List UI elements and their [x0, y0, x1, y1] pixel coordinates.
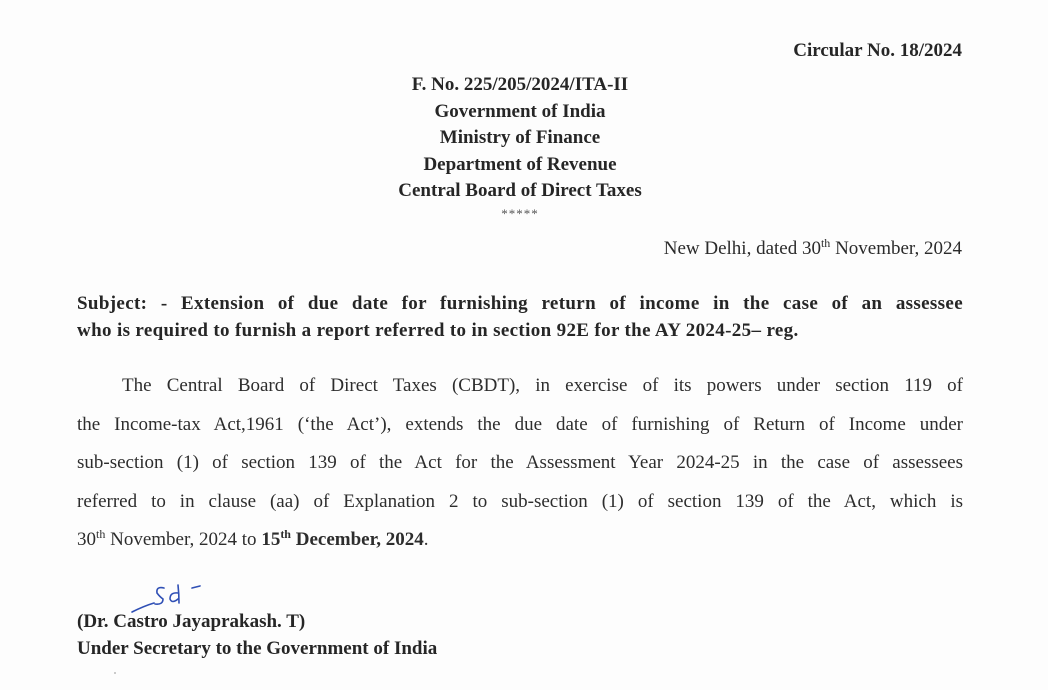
ministry-name: Ministry of Finance [439, 127, 601, 148]
board-name: Central Board of Direct Taxes [398, 180, 642, 201]
body-line-5: 30th November, 2024 to 15th December, 2024. [77, 527, 429, 550]
date-line: New Delhi, dated 30th November, 2024 [663, 236, 962, 259]
scan-speck [114, 672, 116, 674]
body-line-4: referred to in clause (aa) of Explanation 2 to sub-section (1) of section 139 of the Act, which is [77, 490, 963, 512]
signatory-designation: Under Secretary to the Government of India [77, 638, 438, 659]
extended-due-date: 15th December, 2024 [261, 527, 424, 550]
circular-number: Circular No. 18/2024 [793, 40, 962, 61]
body-paragraph [77, 367, 963, 560]
department-name: Department of Revenue [423, 153, 617, 175]
subject-line-2: who is required to furnish a report referred to in section 92E for the AY 2024-25– reg. [77, 320, 799, 341]
signatory-name: (Dr. Castro Jayaprakash. T) [77, 611, 306, 632]
separator-stars: ***** [501, 205, 539, 221]
body-line-1: The Central Board of Direct Taxes (CBDT), in exercise of its powers under section 119 of [122, 375, 963, 396]
subject [77, 290, 963, 344]
body-line-2: the Income-tax Act,1961 (‘the Act’), extends the due date of furnishing of Return of Income under [77, 413, 963, 435]
file-number: F. No. 225/205/2024/ITA-II [411, 74, 629, 95]
body-line-3: sub-section (1) of section 139 of the Act for the Assessment Year 2024-25 in the case of assessees [77, 452, 963, 473]
government-name: Government of India [434, 100, 606, 122]
signatory-block [77, 608, 437, 662]
document-header [370, 72, 670, 221]
subject-line-1: Subject: - Extension of due date for furnishing return of income in the case of an assessee [77, 293, 963, 314]
